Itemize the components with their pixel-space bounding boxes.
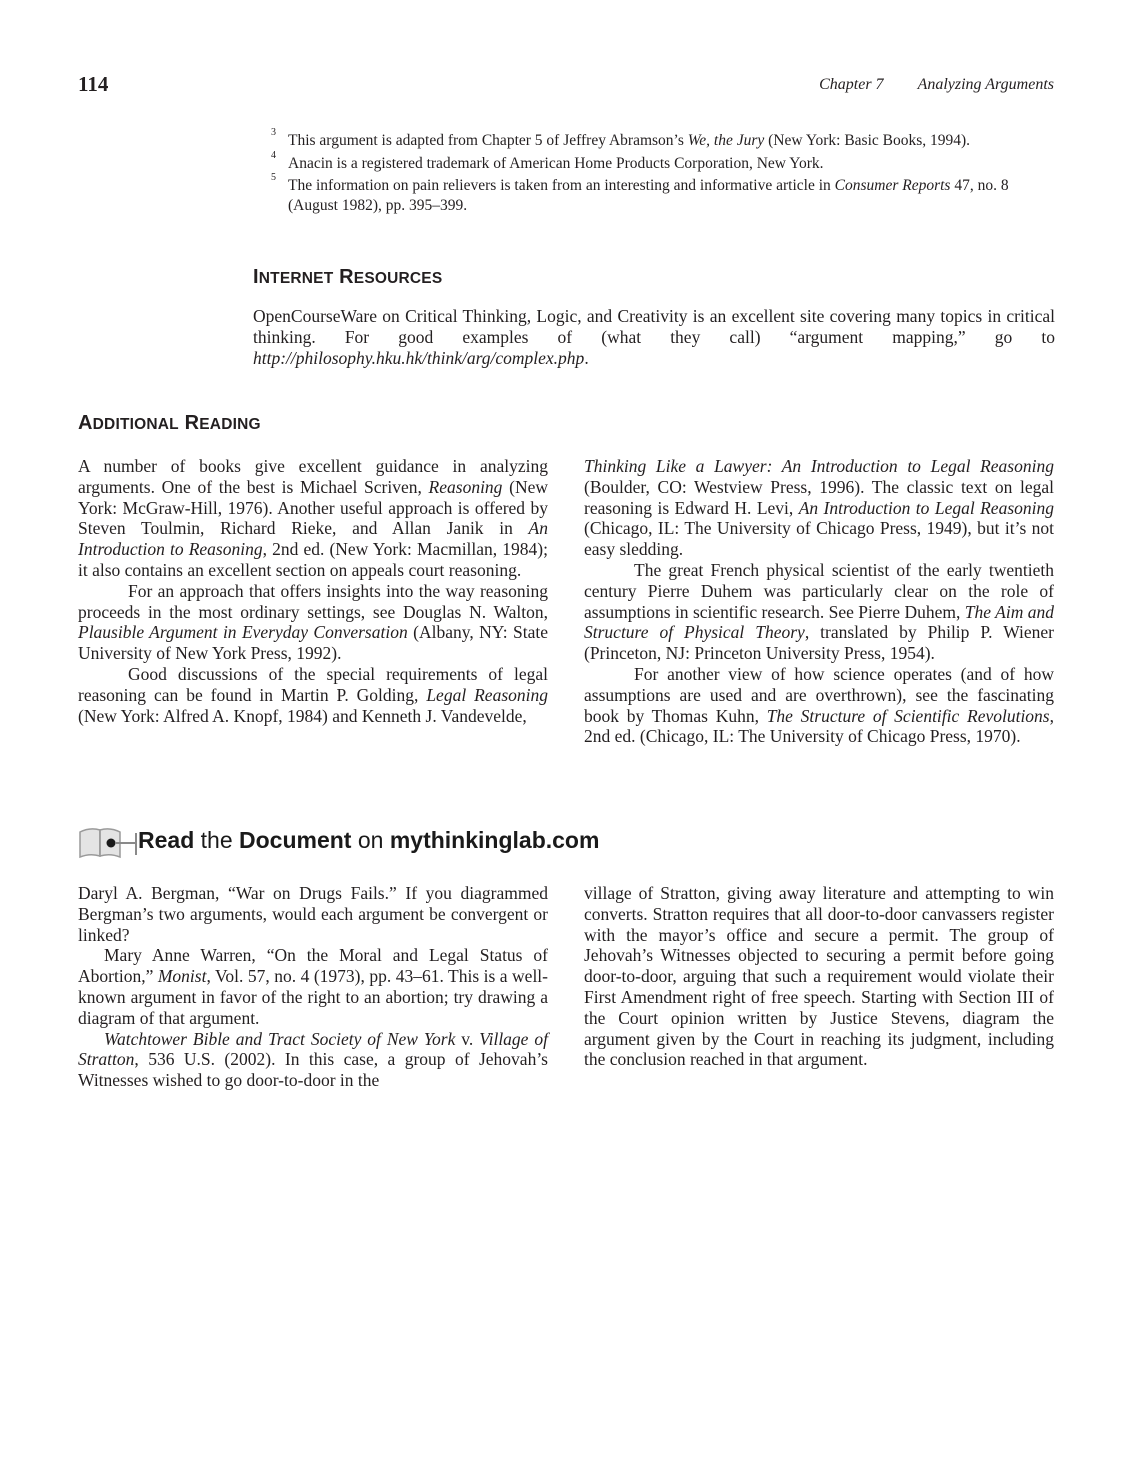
read-the-document-banner[interactable]	[78, 824, 778, 860]
paragraph: The great French physical scientist of the early twentieth century Pierre Duhem was particularly clear on the role of assumptions in scientific research. See Pierre Duhem, The Aim and Structure of Physical Theory, translated by Philip P. Wiener (Princeton, NJ: Princeton University Press, 1954).	[584, 559, 1055, 664]
footnote-text: (New York: Basic Books, 1994).	[764, 132, 971, 149]
paragraph: Watchtower Bible and Tract Society of New York v. Village of Stratton, 536 U.S. (2002). In this case, a group of Jehovah’s Witnesses wished to go door-to-door in the	[78, 1028, 548, 1091]
footnote-text: Anacin is a registered trademark of American Home Products Corporation, New York.	[288, 154, 824, 172]
additional-reading-heading: ADDITIONAL READING	[78, 412, 261, 434]
footnote-title: Consumer Reports	[834, 177, 951, 194]
paragraph: For an approach that offers insights into the way reasoning proceeds in the most ordinary settings, see Douglas N. Walton, Plausible Argument in Everyday Conversation (Albany, NY: State University of New York Press, 1992).	[78, 580, 549, 664]
paragraph: A number of books give excellent guidance in analyzing arguments. One of the best is Michael Scriven, Reasoning (New York: McGraw-Hill, 1976). Another useful approach is offered by Steven Toulmin, Richard Rieke, and Allan Janik in An Introduction to Reasoning, 2nd ed. (New York: Macmillan, 1984); it also contains an excellent section on appeals court reasoning.	[78, 456, 548, 580]
read-document-left-column	[78, 883, 548, 1091]
additional-reading-right-column	[584, 456, 1054, 747]
open-book-icon	[78, 824, 144, 860]
resource-link[interactable]: http://philosophy.hku.hk/think/arg/complex.php	[253, 348, 585, 368]
footnotes	[253, 127, 1055, 218]
paragraph: village of Stratton, giving away literature and attempting to win converts. Stratton requires that all door-to-door canvassers register with the mayor’s office and secure a permit. The group of Jehovah’s Witnesses objected to securing a permit before going door-to-door, arguing that such a requirement would violate their First Amendment right of free speech. Starting with Section III of the Court opinion written by Justice Stevens, diagram the argument given by the Court in reaching its judgment, including the conclusion reached in that argument.	[584, 883, 1054, 1070]
footnote-number: 5	[271, 172, 276, 183]
footnote-text: This argument is adapted from Chapter 5 of Jeffrey Abramson’s	[288, 132, 688, 149]
paragraph: Thinking Like a Lawyer: An Introduction to Legal Reasoning (Boulder, CO: Westview Press, 1996). The classic text on legal reasoning is Edward H. Levi, An Introduction to Legal Reasoning (Chicago, IL: The University of Chicago Press, 1949), but it’s not easy sledding.	[584, 456, 1054, 560]
paragraph: Mary Anne Warren, “On the Moral and Legal Status of Abortion,” Monist, Vol. 57, no. 4 (1973), pp. 43–61. This is a well-known argument in favor of the right to an abortion; try drawing a diagram of that argument.	[78, 945, 548, 1028]
read-the-document-label[interactable]: Read the Document on mythinkinglab.com	[138, 827, 600, 853]
running-head	[700, 76, 1054, 94]
chapter-label: Chapter 7	[819, 76, 884, 93]
paragraph: For another view of how science operates (and of how assumptions are used and are overthrown), see the fascinating book by Thomas Kuhn, The Structure of Scientific Revolutions, 2nd ed. (Chicago, IL: The University of Chicago Press, 1970).	[584, 663, 1054, 747]
footnote-5	[253, 172, 1055, 215]
additional-reading-left-column	[78, 456, 548, 726]
footnote-number: 3	[271, 127, 276, 138]
footnote-number: 4	[271, 149, 276, 161]
footnote-3	[253, 127, 1055, 151]
footnote-4	[253, 149, 1055, 174]
page-number: 114	[78, 72, 109, 96]
paragraph: Good discussions of the special requirements of legal reasoning can be found in Martin P. Golding, Legal Reasoning (New York: Alfred A. Knopf, 1984) and Kenneth J. Vandevelde,	[78, 663, 548, 726]
footnote-title: We, the Jury	[687, 132, 765, 149]
internet-resources-heading: INTERNET RESOURCES	[253, 266, 443, 288]
paragraph: Daryl A. Bergman, “War on Drugs Fails.” If you diagrammed Bergman’s two arguments, would each argument be convergent or linked?	[78, 883, 548, 945]
chapter-title: Analyzing Arguments	[917, 76, 1054, 93]
read-document-right-column	[584, 883, 1054, 1070]
footnote-text: 47, no. 8 (August 1982), pp. 395–399.	[288, 177, 1009, 214]
footnote-text: The information on pain relievers is taken from an interesting and informative article in	[288, 177, 835, 194]
internet-resources-text: OpenCourseWare on Critical Thinking, Logic, and Creativity is an excellent site covering many topics in critical thinking. For good examples of (what they call) “argument mapping,” go to http://philosophy.hku.hk/think/arg/complex.php.	[253, 306, 1055, 368]
body-text: OpenCourseWare on Critical Thinking, Logic, and Creativity is an excellent site covering many topics in critical thinking. For good examples of (what they call) “argument mapping,” go to	[253, 306, 1055, 347]
